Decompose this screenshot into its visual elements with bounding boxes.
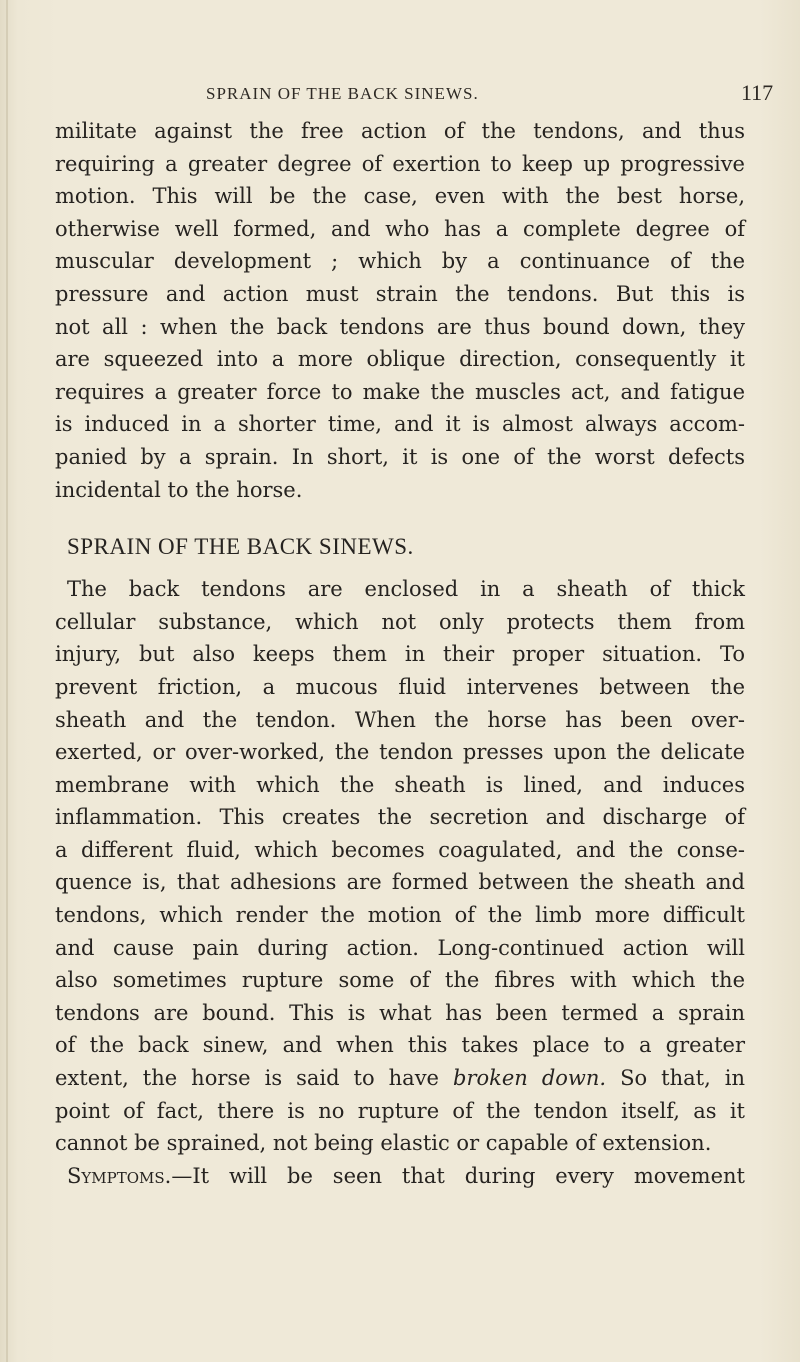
text-line bbox=[55, 1160, 745, 1193]
text-line: otherwise well formed, and who has a complete degree of bbox=[55, 216, 745, 241]
symptoms-label: Symptoms. bbox=[67, 1163, 172, 1188]
text-line: exerted, or over-worked, the tendon presses upon the delicate bbox=[55, 740, 745, 765]
text-line: The back tendons are enclosed in a sheath of thick bbox=[67, 577, 745, 602]
text-segment: So that, in bbox=[620, 1066, 745, 1091]
text-line: and cause pain during action. Long-continued action will bbox=[55, 935, 745, 960]
text-line: cellular substance, which not only protects them from bbox=[55, 609, 745, 634]
text-line: requires a greater force to make the muscles act, and fatigue bbox=[55, 379, 745, 404]
text-line: sheath and the tendon. When the horse has been over- bbox=[55, 707, 745, 732]
text-segment: extent, the horse is said to have bbox=[55, 1066, 439, 1091]
text-line: inflammation. This creates the secretion and discharge of bbox=[55, 805, 745, 830]
text-line: muscular development ; which by a continuance of the bbox=[55, 249, 745, 274]
text-line: incidental to the horse. bbox=[55, 477, 303, 502]
text-line: militate against the free action of the tendons, and thus bbox=[55, 119, 745, 143]
text-line: panied by a sprain. In short, it is one of the worst defects bbox=[55, 444, 745, 469]
section-heading: SPRAIN OF THE BACK SINEWS. bbox=[67, 534, 414, 560]
text-line: tendons, which render the motion of the limb more difficult bbox=[55, 903, 745, 928]
text-line: membrane with which the sheath is lined, and induces bbox=[55, 772, 745, 797]
text-line: not all : when the back tendons are thus bound down, they bbox=[55, 314, 745, 339]
text-line: requiring a greater degree of exertion to keep up progressive bbox=[55, 151, 745, 176]
text-line: injury, but also keeps them in their proper situation. To bbox=[55, 642, 745, 667]
text-line: prevent friction, a mucous fluid intervenes between the bbox=[55, 674, 745, 699]
paragraph-1 bbox=[55, 115, 745, 506]
running-head: SPRAIN OF THE BACK SINEWS. bbox=[206, 84, 479, 103]
text-line: of the back sinew, and when this takes place to a greater bbox=[55, 1033, 745, 1058]
paragraph-2 bbox=[55, 573, 745, 1160]
text-line: pressure and action must strain the tendons. But this is bbox=[55, 281, 745, 306]
text-line: a different fluid, which becomes coagulated, and the conse- bbox=[55, 837, 745, 862]
text-line bbox=[55, 1062, 745, 1095]
body-text bbox=[55, 115, 745, 1192]
text-line: are squeezed into a more oblique direction, consequently it bbox=[55, 347, 745, 372]
text-line: also sometimes rupture some of the fibres with which the bbox=[55, 968, 745, 993]
text-line: is induced in a shorter time, and it is almost always accom- bbox=[55, 412, 745, 437]
paragraph-3 bbox=[55, 1160, 745, 1193]
text-segment: —It will be seen that during every movement bbox=[171, 1163, 745, 1188]
text-line: tendons are bound. This is what has been termed a sprain bbox=[55, 1000, 745, 1025]
paragraph-spacer bbox=[55, 506, 745, 520]
italic-phrase: broken down. bbox=[453, 1066, 607, 1091]
text-line: quence is, that adhesions are formed between the sheath and bbox=[55, 870, 745, 895]
page-gutter-edge bbox=[6, 0, 8, 1362]
page-number: 117 bbox=[741, 80, 774, 105]
text-line: point of fact, there is no rupture of the tendon itself, as it bbox=[55, 1098, 745, 1123]
text-line: cannot be sprained, not being elastic or capable of extension. bbox=[55, 1131, 712, 1156]
text-line: motion. This will be the case, even with the best horse, bbox=[55, 184, 745, 209]
